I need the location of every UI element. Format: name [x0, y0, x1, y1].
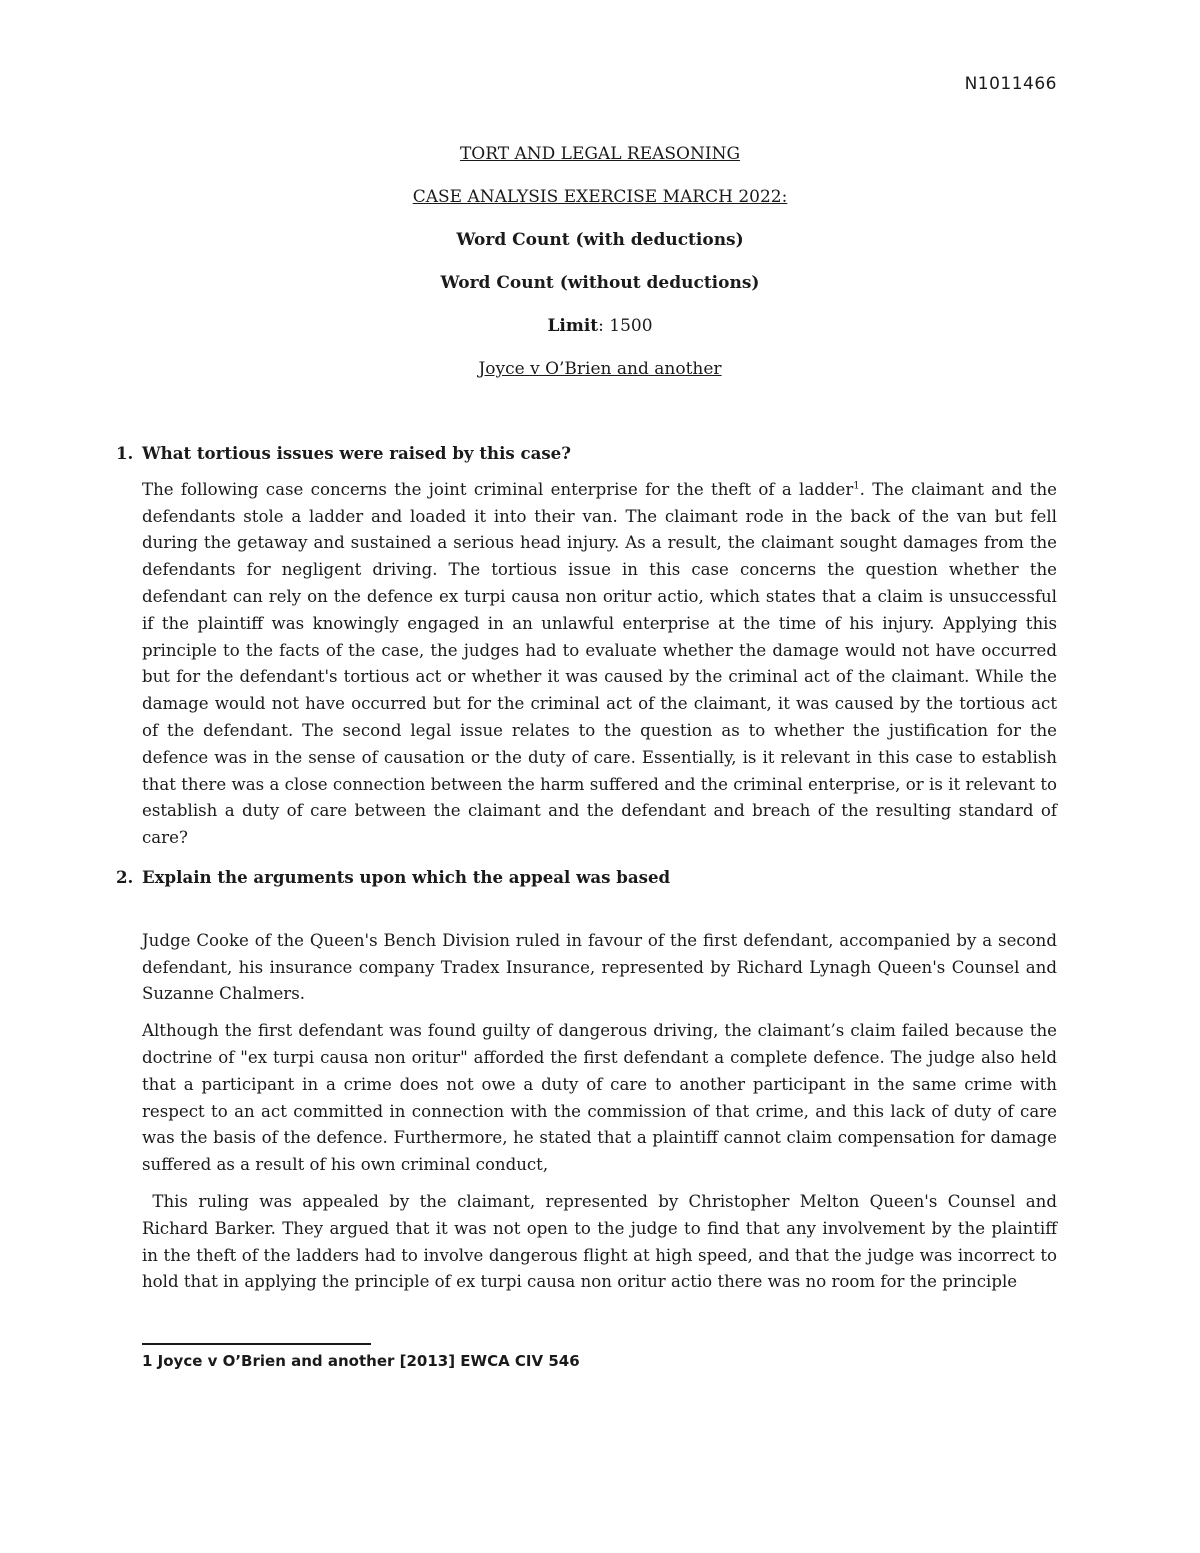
course-title: TORT AND LEGAL REASONING [459, 144, 741, 164]
answer-2-paragraph-2: Although the first defendant was found guilty of dangerous driving, the claimant’s claim failed because the doctrine of "ex turpi causa non oritur" afforded the first defendant a complete defence. The judge also held that a participant in a crime does not owe a duty of care to another participant in the same crime with respect to an act committed in connection with the commission of that crime, and this lack of duty of care was the basis of the defence. Furthermore, he stated that a plaintiff cannot claim compensation for damage suffered as a result of his own criminal conduct, [142, 1021, 1057, 1175]
footnote: 1 Joyce v O’Brien and another [2013] EWCA CIV 546 [142, 1352, 580, 1370]
limit-label: Limit [547, 316, 599, 336]
question-2 [116, 864, 1057, 891]
answer-2-paragraph-1: Judge Cooke of the Queen's Bench Division ruled in favour of the first defendant, accompanied by a second defendant, his insurance company Tradex Insurance, represented by Richard Lynagh Queen's Counsel and Suzanne Chalmers. [142, 930, 1057, 1004]
body-content [116, 440, 1063, 1296]
answer-1-text-end: . The claimant and the defendants stole a ladder and loaded it into their van. The claimant rode in the back of the van but fell during the getaway and sustained a serious head injury. As a result, the claimant sought damages from the defendants for negligent driving. The tortious issue in this case concerns the question whether the defendant can rely on the defence ex turpi causa non oritur actio, which states that a claim is unsuccessful if the plaintiff was knowingly engaged in an unlawful enterprise at the time of his injury. Applying this principle to the facts of the case, the judges had to evaluate whether the damage would not have occurred but for the defendant's tortious act or whether it was caused by the criminal act of the claimant. While the damage would not have occurred but for the criminal act of the claimant, it was caused by the tortious act of the defendant. The second legal issue relates to the question as to whether the justification for the defence was in the sense of causation or the duty of care. Essentially, is it relevant in this case to establish that there was a close connection between the harm suffered and the criminal enterprise, or is it relevant to establish a duty of care between the claimant and the defendant and breach of the resulting standard of care? [142, 479, 1057, 848]
question-2-number: 2. [116, 866, 134, 887]
footnote-ref: 1 [853, 480, 860, 492]
question-2-text: Explain the arguments upon which the appeal was based [142, 866, 671, 887]
answer-1-text-start: The following case concerns the joint criminal enterprise for the theft of a ladder [142, 479, 854, 499]
answer-2-paragraph-3: This ruling was appealed by the claimant, represented by Christopher Melton Queen's Counsel and Richard Barker. They argued that it was not open to the judge to find that any involvement by the plaintiff in the theft of the ladders had to involve dangerous flight at high speed, and that the judge was incorrect to hold that in applying the principle of ex turpi causa non oritur actio there was no room for the principle [142, 1191, 1063, 1292]
case-name: Joyce v O’Brien and another [478, 359, 722, 379]
footnote-separator [142, 1343, 371, 1345]
limit-line [0, 315, 1200, 358]
answer-1-paragraph [142, 477, 1057, 852]
exercise-title: CASE ANALYSIS EXERCISE MARCH 2022: [412, 187, 788, 207]
question-1 [116, 440, 1057, 467]
student-id: N1011466 [964, 74, 1057, 94]
question-1-text: What tortious issues were raised by this case? [142, 443, 571, 463]
word-count-without: Word Count (without deductions) [440, 273, 760, 293]
word-count-with: Word Count (with deductions) [456, 230, 744, 250]
limit-value: : 1500 [598, 316, 653, 336]
question-1-number: 1. [116, 443, 134, 463]
title-block [0, 143, 1200, 401]
